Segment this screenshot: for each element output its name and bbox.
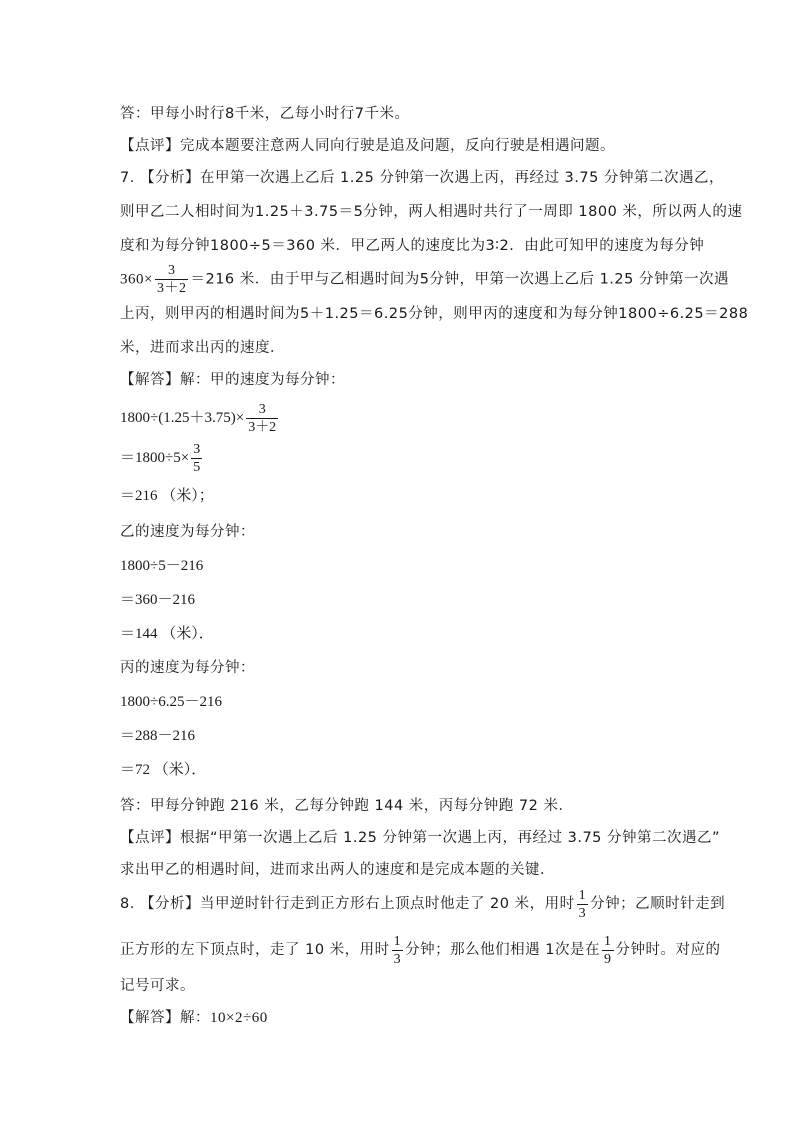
analysis-q8-line2-text: 正方形的左下顶点时，走了 10 米，用时: [120, 942, 390, 958]
expr-360-times: 360×: [120, 271, 153, 288]
solution-q7-header: 【解答】解：甲的速度为每分钟：: [120, 372, 345, 388]
fraction-1-over-3-b: $\frac{1}{3}$: [393, 933, 402, 967]
fraction-1-over-9: $\frac{1}{9}$: [604, 933, 612, 967]
analysis-q7-line2: 则甲乙二人相时间为1.25＋3.75＝5分钟，两人相遇时共行了一周即 1800 米，所以两人的速: [120, 204, 743, 220]
analysis-q7-line4: [120, 262, 729, 297]
comment-q7-line2: 求出甲乙的相遇时间，进而求出两人的速度和是完成本题的关键．: [120, 862, 555, 878]
fraction-3-over-3plus2-b: $\frac{3}{3+2}$: [248, 401, 277, 435]
solution-q7-yi-header: 乙的速度为每分钟：: [120, 524, 255, 540]
solution-q7-yi-expr1: 1800÷5－216: [120, 558, 204, 574]
analysis-q8-line1-text: 8. 【分析】当甲逆时针行走到正方形右上顶点时他走了 20 米，用时: [120, 896, 575, 912]
solution-q7-result-jia: ＝216 （米）；: [120, 488, 214, 504]
analysis-q8-line2: [120, 930, 721, 970]
analysis-q7-line4-text: ＝216 米．由于甲与乙相遇时间为5分钟，甲第一次遇上乙后 1.25 分钟第一次遇: [190, 271, 729, 288]
solution-q7-bing-expr1: 1800÷6.25－216: [120, 694, 222, 710]
analysis-q8-line2-mid: 分钟；那么他们相遇 1次是在: [405, 942, 601, 958]
expr-1800-div-5: ＝1800÷5×: [120, 450, 190, 466]
fraction-1-over-3: $\frac{1}{3}$: [578, 887, 587, 921]
solution-q8-expr: 10×2÷60: [210, 1010, 268, 1026]
fraction-3-over-5: $\frac{3}{5}$: [193, 441, 201, 475]
solution-q8-label: 【解答】解：: [120, 1010, 210, 1026]
solution-q8-header: [120, 1008, 268, 1028]
solution-q7-yi-expr2: ＝360－216: [120, 592, 196, 608]
answer-line-q6: 答：甲每小时行8千米，乙每小时行7千米。: [120, 106, 410, 122]
analysis-q8-line3: 记号可求。: [120, 978, 195, 994]
solution-q7-expr1: [120, 400, 280, 436]
fraction-3-over-3plus2: $\frac{3}{3+2}$: [156, 263, 187, 296]
solution-q7-bing-expr2: ＝288－216: [120, 728, 196, 744]
analysis-q8-line2-tail: 分钟时。对应的: [615, 942, 721, 958]
solution-q7-yi-result: ＝144 （米）．: [120, 626, 214, 642]
comment-q7-line1: 【点评】根据“甲第一次遇上乙后 1.25 分钟第一次遇上丙，再经过 3.75 分钟第二次遇乙”: [120, 830, 721, 846]
answer-line-q7: 答：甲每分钟跑 216 米，乙每分钟跑 144 米，丙每分钟跑 72 米．: [120, 798, 574, 814]
analysis-q7-line1: 7. 【分析】在甲第一次遇上乙后 1.25 分钟第一次遇上丙，再经过 3.75 分钟第二次遇乙，: [120, 170, 724, 186]
comment-q6: 【点评】完成本题要注意两人同向行驶是追及问题，反向行驶是相遇问题。: [120, 138, 615, 154]
solution-q7-bing-result: ＝72 （米）．: [120, 762, 207, 778]
analysis-q8-line1-tail: 分钟；乙顺时针走到: [590, 896, 726, 912]
analysis-q7-line6: 米，进而求出丙的速度．: [120, 340, 285, 356]
solution-q7-bing-header: 丙的速度为每分钟：: [120, 660, 255, 676]
expr-1800-div: 1800÷(1.25＋3.75)×: [120, 410, 245, 426]
analysis-q7-line5: 上丙，则甲丙的相遇时间为5＋1.25＝6.25分钟，则甲丙的速度和为每分钟1800÷6.25＝288: [120, 306, 749, 322]
analysis-q7-line3: 度和为每分钟1800÷5＝360 米．甲乙两人的速度比为3∶2．由此可知甲的速度为每分钟: [120, 238, 705, 254]
solution-q7-expr2: [120, 440, 204, 476]
analysis-q8-line1: [120, 884, 725, 924]
